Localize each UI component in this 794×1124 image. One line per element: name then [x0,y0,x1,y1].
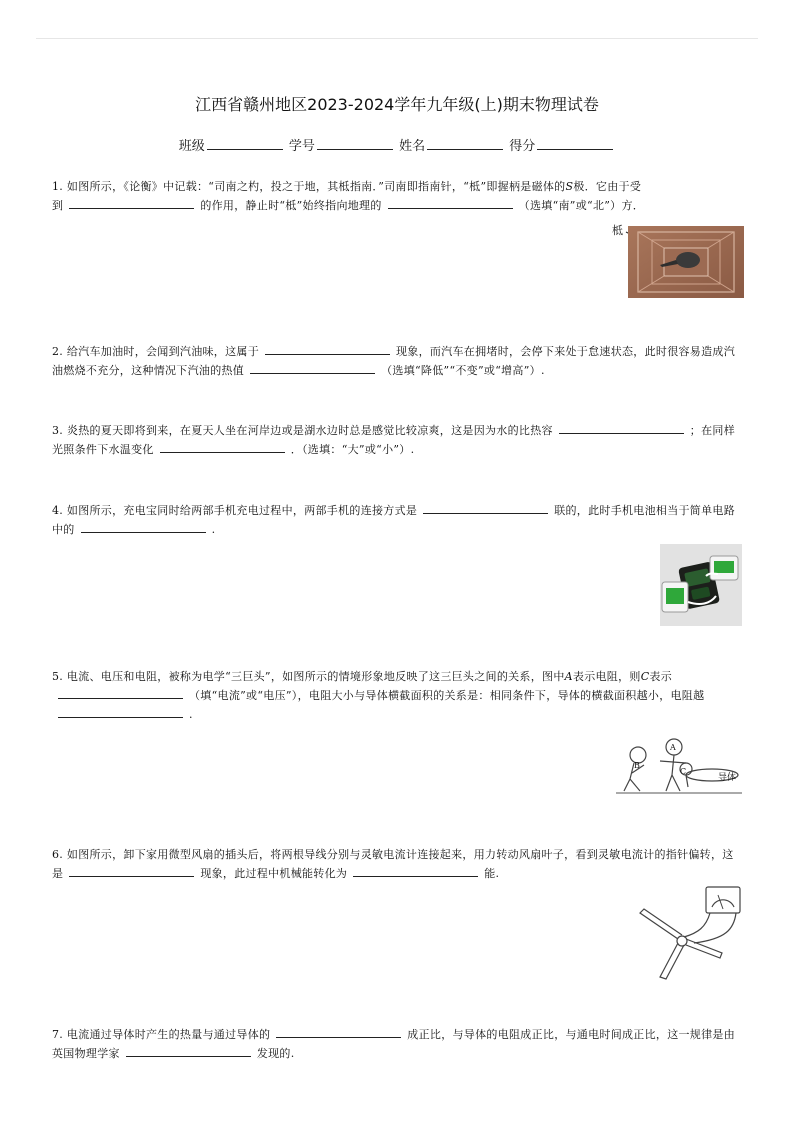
answer-blank[interactable] [388,198,513,209]
cartoon-label-a: A [670,743,676,752]
question-5-text-b: 表示电阻，则 [572,670,641,683]
question-2-text-b: 现象，而汽车在拥堵时，会停下来处于怠速状态，此时很容易造成汽油燃烧不充分，这种情况下汽油的热值 [52,345,735,377]
question-7-text-c: 发现的. [256,1047,295,1060]
id-label: 学号 [288,139,315,154]
student-info-line [0,135,794,154]
question-5 [52,667,742,724]
fan-galvanometer-figure [636,883,746,983]
id-field[interactable] [317,137,393,150]
question-4-text-b: 联的，此时手机电池相当于简单电路中的 [52,504,736,536]
question-5-text-e: . [189,708,193,721]
question-1-text: 1. 如图所示，《论衡》中记载：“司南之杓，投之于地，其柢指南．”司南即指南针，“柢”即握柄是磁体的 [52,180,566,193]
question-1-text-c: 到 [52,199,64,212]
answer-blank[interactable] [423,503,548,514]
question-3-text-b: ；在同样光照条件下水温变化 [52,424,735,456]
question-2 [52,342,742,380]
page-title: 江西省赣州地区2023-2024学年九年级(上)期末物理试卷 [195,95,599,114]
cartoon-label-conductor: 导体 [718,773,737,783]
answer-blank[interactable] [276,1027,401,1038]
cartoon-label-c: C [680,767,687,776]
figure-label-di: 柢 [612,224,623,237]
question-6-text-c: 能. [484,867,500,880]
score-field[interactable] [537,137,613,150]
question-2-text: 2. 给汽车加油时，会闻到汽油味，这属于 [52,345,259,358]
question-7-text: 7. 电流通过导体时产生的热量与通过导体的 [52,1028,271,1041]
answer-blank[interactable] [126,1046,251,1057]
answer-blank[interactable] [69,866,194,877]
answer-blank[interactable] [559,423,684,434]
question-2-text-c: （选填“降低”“不变”或“增高”）. [381,364,545,377]
question-3-text-c: ．（选填：“大”或“小”）. [290,443,415,456]
name-field[interactable] [427,137,503,150]
question-5-text-c: 表示 [649,670,673,683]
sinan-image [608,220,744,300]
header-rule [36,38,758,39]
answer-blank[interactable] [265,344,390,355]
score-label: 得分 [509,139,536,154]
question-7 [52,1025,742,1063]
three-giants-cartoon-figure [616,735,742,797]
question-6-text-b: 现象，此过程中机械能转化为 [200,867,348,880]
question-3 [52,421,742,459]
question-1 [52,177,742,215]
answer-blank[interactable] [69,198,194,209]
answer-blank[interactable] [58,707,183,718]
power-bank-image [660,544,742,626]
answer-blank[interactable] [58,688,183,699]
question-6 [52,845,742,883]
question-1-text-e: （选填“南”或“北”）方． [518,199,645,212]
fan-galvanometer-image [636,883,746,983]
compass-sinan-figure [608,220,744,300]
question-1-text-d: 的作用，静止时“柢”始终指向地理的 [200,199,382,212]
question-5-text: 5. 电流、电压和电阻，被称为电学“三巨头”，如图所示的情境形象地反映了这三巨头之间的关系，图中 [52,670,565,683]
name-label: 姓名 [399,139,426,154]
question-4-text-c: . [211,523,216,536]
question-5-text-d: （填“电流”或“电压”），电阻大小与导体横截面积的关系是：相同条件下，导体的横截面积越小，电阻越 [189,689,705,702]
question-1-pole: S [565,180,574,193]
question-6-text: 6. 如图所示，卸下家用微型风扇的插头后，将两根导线分别与灵敏电流计连接起来，用力转动风扇叶子，看到灵敏电流计的指针偏转，这是 [52,848,734,880]
cartoon-label-b: B [634,761,640,770]
question-3-text: 3. 炎热的夏天即将到来，在夏天人坐在河岸边或是湖水边时总是感觉比较凉爽，这是因为水的比热容 [52,424,553,437]
question-4 [52,501,742,539]
question-7-text-b: 成正比，与导体的电阻成正比，与通电时间成正比，这一规律是由英国物理学家 [52,1028,735,1060]
class-label: 班级 [178,139,205,154]
answer-blank[interactable] [160,442,285,453]
question-4-text: 4. 如图所示，充电宝同时给两部手机充电过程中，两部手机的连接方式是 [52,504,418,517]
answer-blank[interactable] [250,363,375,374]
question-5-symbol-a: A [564,670,573,683]
question-1-text-b: 极．它由于受 [573,180,642,193]
answer-blank[interactable] [353,866,478,877]
power-bank-figure [660,544,742,626]
question-5-symbol-c: C [640,670,650,683]
class-field[interactable] [207,137,283,150]
answer-blank[interactable] [81,522,206,533]
